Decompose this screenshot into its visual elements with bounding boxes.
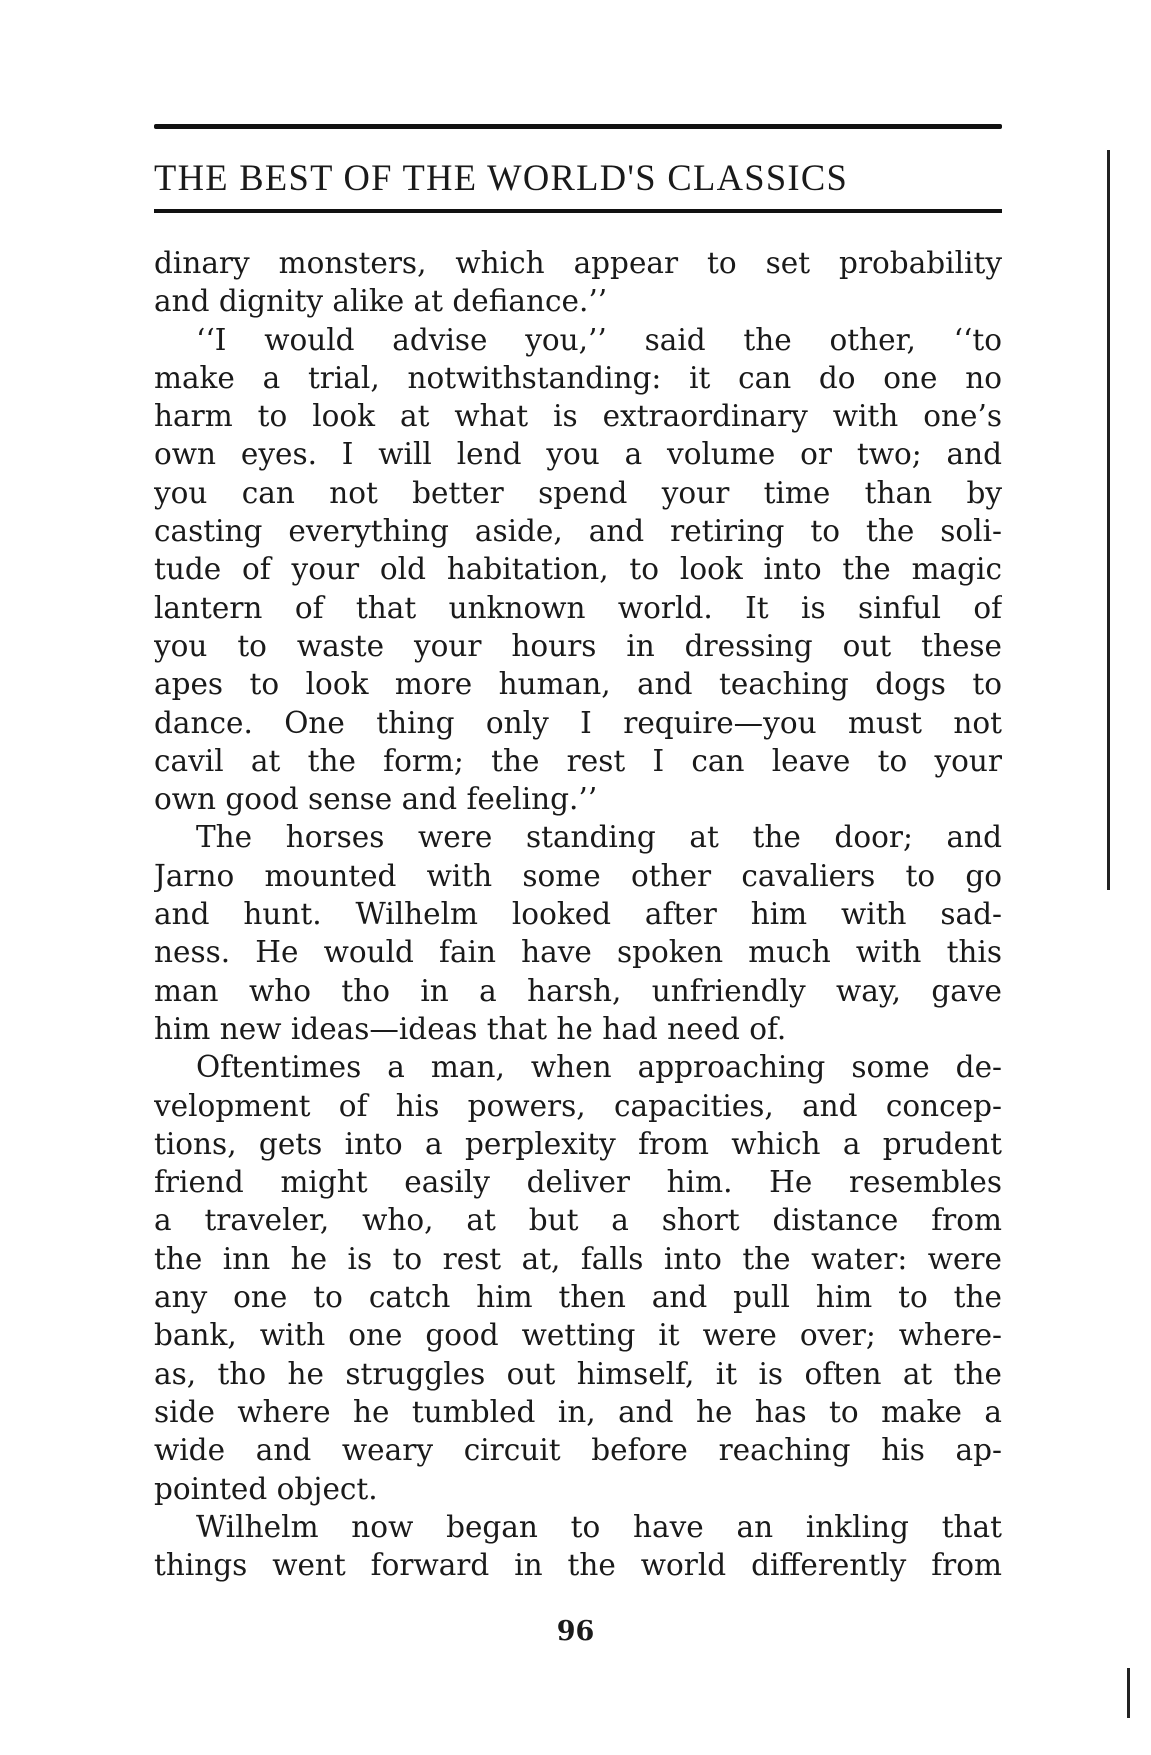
- text-line: The horses were standing at the door; and: [196, 820, 1002, 855]
- text-line: side where he tumbled in, and he has to make a: [154, 1394, 1002, 1429]
- running-head: THE BEST OF THE WORLD'S CLASSICS: [154, 157, 849, 198]
- text-line: man who tho in a harsh, unfriendly way, gave: [154, 973, 1002, 1008]
- body-text: [154, 244, 1002, 1584]
- text-line: ness. He would fain have spoken much with this: [154, 935, 1002, 970]
- text-line: tions, gets into a perplexity from which a prudent: [154, 1126, 1002, 1161]
- text-line: and hunt. Wilhelm looked after him with sad-: [154, 897, 1002, 932]
- text-line: the inn he is to rest at, falls into the water: were: [154, 1241, 1002, 1276]
- text-line: bank, with one good wetting it were over; where-: [154, 1318, 1002, 1353]
- text-line: Jarno mounted with some other cavaliers to go: [154, 858, 1002, 893]
- text-line: ‘‘I would advise you,’’ said the other, ‘‘to: [196, 322, 1002, 357]
- margin-tick-mark: [1127, 1668, 1130, 1718]
- text-line: lantern of that unknown world. It is sinful of: [154, 590, 1002, 625]
- text-line: own good sense and feeling.’’: [154, 782, 598, 817]
- page-number: 96: [556, 1616, 595, 1647]
- header-bottom-rule: [154, 209, 1002, 213]
- text-line: harm to look at what is extraordinary with one’s: [154, 399, 1002, 434]
- text-line: casting everything aside, and retiring to the soli-: [154, 514, 1002, 549]
- text-line: make a trial, notwithstanding: it can do one no: [154, 360, 1002, 395]
- text-line: dinary monsters, which appear to set probability: [154, 246, 1002, 280]
- text-line: velopment of his powers, capacities, and concep-: [154, 1088, 1002, 1123]
- text-line: dance. One thing only I require—you must not: [154, 705, 1002, 740]
- text-line: a traveler, who, at but a short distance from: [154, 1203, 1002, 1238]
- text-line: cavil at the form; the rest I can leave to your: [154, 743, 1002, 778]
- text-line: apes to look more human, and teaching dogs to: [154, 667, 1002, 702]
- text-line: own eyes. I will lend you a volume or two; and: [154, 437, 1002, 472]
- text-line: him new ideas—ideas that he had need of.: [154, 1011, 787, 1046]
- text-line: pointed object.: [154, 1471, 378, 1506]
- text-line: Wilhelm now began to have an inkling that: [196, 1509, 1002, 1544]
- text-line: any one to catch him then and pull him to the: [154, 1280, 1002, 1315]
- text-line: wide and weary circuit before reaching his ap-: [154, 1433, 1002, 1468]
- text-line: tude of your old habitation, to look into the magic: [154, 552, 1002, 587]
- text-line: things went forward in the world differently from: [154, 1548, 1002, 1583]
- text-line: you to waste your hours in dressing out these: [154, 628, 1002, 663]
- margin-line-mark: [1107, 150, 1110, 890]
- text-line: and dignity alike at defiance.’’: [154, 284, 608, 319]
- text-line: Oftentimes a man, when approaching some de-: [196, 1050, 1002, 1085]
- text-line: as, tho he struggles out himself, it is often at the: [154, 1356, 1002, 1391]
- header-top-rule: [154, 124, 1002, 129]
- text-line: you can not better spend your time than by: [154, 475, 1002, 510]
- text-line: friend might easily deliver him. He resembles: [154, 1165, 1002, 1200]
